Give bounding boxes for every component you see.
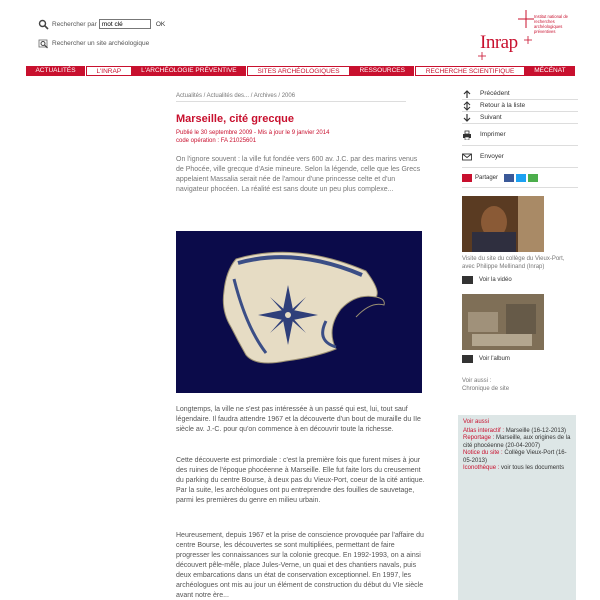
video-caption: Visite du site du collège du Vieux-Port, avec Philippe Mellinand (Inrap) xyxy=(462,256,565,270)
nav-sites-archeologiques[interactable]: SITES ARCHÉOLOGIQUES xyxy=(247,66,350,76)
published-date: Publié le 30 septembre 2009 - Mis à jour le 9 janvier 2014 xyxy=(176,130,330,136)
send-link[interactable] xyxy=(462,146,578,168)
video-link[interactable] xyxy=(462,276,578,284)
twitter-icon[interactable] xyxy=(516,174,526,182)
inrap-logo[interactable] xyxy=(478,10,583,60)
operation-code: code opération : FA 21025601 xyxy=(176,138,257,144)
facebook-icon[interactable] xyxy=(504,174,514,182)
print-icon xyxy=(462,130,472,140)
video-thumbnail[interactable] xyxy=(462,196,544,252)
next-link[interactable] xyxy=(462,112,578,124)
magnifier-icon[interactable] xyxy=(38,19,49,30)
nav-inrap[interactable]: L'INRAP xyxy=(86,66,132,76)
article-paragraph-2: Cette découverte est primordiale : c'est la première fois que furent mises à jour des ruines de l'époque phocéenne à Marseille. Elle fut faite lors du creusement du parking du centre Bourse, à deux pas du Vieux-Port, coeur de la cité antique. Par la suite, les archéologues ont pu entreprendre des fouilles de sauvetage, parmi les premières du genre en milieu urbain. xyxy=(176,457,425,504)
main-nav xyxy=(26,66,576,76)
share-label[interactable]: Partager xyxy=(475,174,499,181)
nav-actualites[interactable]: ACTUALITÉS xyxy=(26,66,86,76)
artifact-photo[interactable] xyxy=(176,231,422,393)
album-link[interactable] xyxy=(462,355,578,363)
article-paragraph-3: Heureusement, depuis 1967 et la prise de conscience provoquée par l'affaire du centre Bourse, les découvertes se sont multipliées, permettant de faire progresser les connaissances sur la colonie grecque. En 1992-1993, on a ainsi découvert pêle-mêle, place Jules-Verne, un quai et des chantiers navals, puis deux embarcations dans un état de conservation exceptionnel. En 1997, les archéologues ont mis au jour un élément de construction du début du VIe siècle avant notre ère... xyxy=(176,532,424,599)
chronique-link[interactable]: Chronique de site xyxy=(462,386,510,392)
google-icon[interactable] xyxy=(528,174,538,182)
album-thumbnail[interactable] xyxy=(462,294,544,350)
article-meta xyxy=(176,129,329,145)
logo-tagline: Institut national de recherches archéologiques préventives xyxy=(534,14,568,34)
right-sidebar xyxy=(462,88,578,393)
share-row xyxy=(462,168,578,188)
voir-aussi-block xyxy=(462,377,578,393)
video-block xyxy=(462,196,578,284)
print-label: Imprimer xyxy=(480,131,506,138)
nav-ressources[interactable]: RESSOURCES xyxy=(350,66,415,76)
ok-button[interactable]: OK xyxy=(155,20,166,28)
article-paragraph-1: Longtemps, la ville ne s'est pas intéressée à un passé qui est, lui, tout sauf légendaire. Il faudra attendre 1967 et la découverte d'un bout de muraille du IIe siècle av. J.-C. pour qu'on commence à en découvrir toute la richesse. xyxy=(176,406,421,433)
breadcrumb-divider xyxy=(176,101,406,102)
nav-recherche-scientifique[interactable]: RECHERCHE SCIENTIFIQUE xyxy=(415,66,524,76)
logo-wordmark: Inrap xyxy=(480,32,518,53)
album-block xyxy=(462,294,578,363)
previous-link[interactable] xyxy=(462,88,578,100)
nav-mecenat[interactable]: MÉCÉNAT xyxy=(525,66,576,76)
see-also-item[interactable]: Reportage : Marseille, aux origines de la cité phocéenne (20-04-2007) xyxy=(463,435,571,449)
search-block xyxy=(38,18,165,49)
album-icon xyxy=(462,355,473,363)
print-link[interactable] xyxy=(462,124,578,146)
next-label: Suivant xyxy=(480,114,502,121)
site-search-link[interactable]: Rechercher un site archéologique xyxy=(52,39,150,47)
site-search-icon xyxy=(38,38,49,49)
mail-icon xyxy=(462,152,472,162)
back-to-list-label: Retour à la liste xyxy=(480,102,526,109)
share-plus-icon[interactable] xyxy=(462,174,472,182)
previous-label: Précédent xyxy=(480,90,510,97)
see-also-heading: Voir aussi xyxy=(463,419,490,425)
see-also-panel xyxy=(458,415,576,600)
send-label: Envoyer xyxy=(480,153,504,160)
article-intro: On l'ignore souvent : la ville fut fondée vers 600 av. J.C. par des marins venus de Phocée, ville grecque d'Asie mineure. Selon la légende, celle que les Grecs appelaient Massalia serait née de l'amour d'une princesse celte et d'un navigateur phocéen. La réalité est sans doute un peu plus complexe... xyxy=(176,156,421,193)
see-also-item[interactable]: Atlas interactif : Marseille (16-12-2013) xyxy=(463,427,567,434)
page-title: Marseille, cité grecque xyxy=(176,113,294,125)
see-also-item[interactable]: Iconothèque : voir tous les documents xyxy=(463,465,565,471)
back-to-list-link[interactable] xyxy=(462,100,578,112)
greek-pottery-fragment-image xyxy=(176,231,422,393)
video-icon xyxy=(462,276,473,284)
site-search-row[interactable] xyxy=(38,37,165,49)
search-input[interactable] xyxy=(99,19,151,29)
arrow-up-icon xyxy=(462,89,472,99)
arrow-down-icon xyxy=(462,113,472,123)
see-also-item[interactable]: Notice du site : Collège Vieux-Port (16-05-2013) xyxy=(463,450,567,464)
search-label: Rechercher par xyxy=(52,20,97,28)
breadcrumb[interactable]: Actualités / Actualités des... / Archives / 2006 xyxy=(176,93,296,99)
keyword-search-row xyxy=(38,18,165,30)
video-link-label: Voir la vidéo xyxy=(479,277,512,283)
list-icon xyxy=(462,101,472,111)
album-link-label: Voir l'album xyxy=(479,356,510,362)
nav-archeologie-preventive[interactable]: L'ARCHÉOLOGIE PRÉVENTIVE xyxy=(132,66,247,76)
voir-aussi-label: Voir aussi : xyxy=(462,378,492,384)
